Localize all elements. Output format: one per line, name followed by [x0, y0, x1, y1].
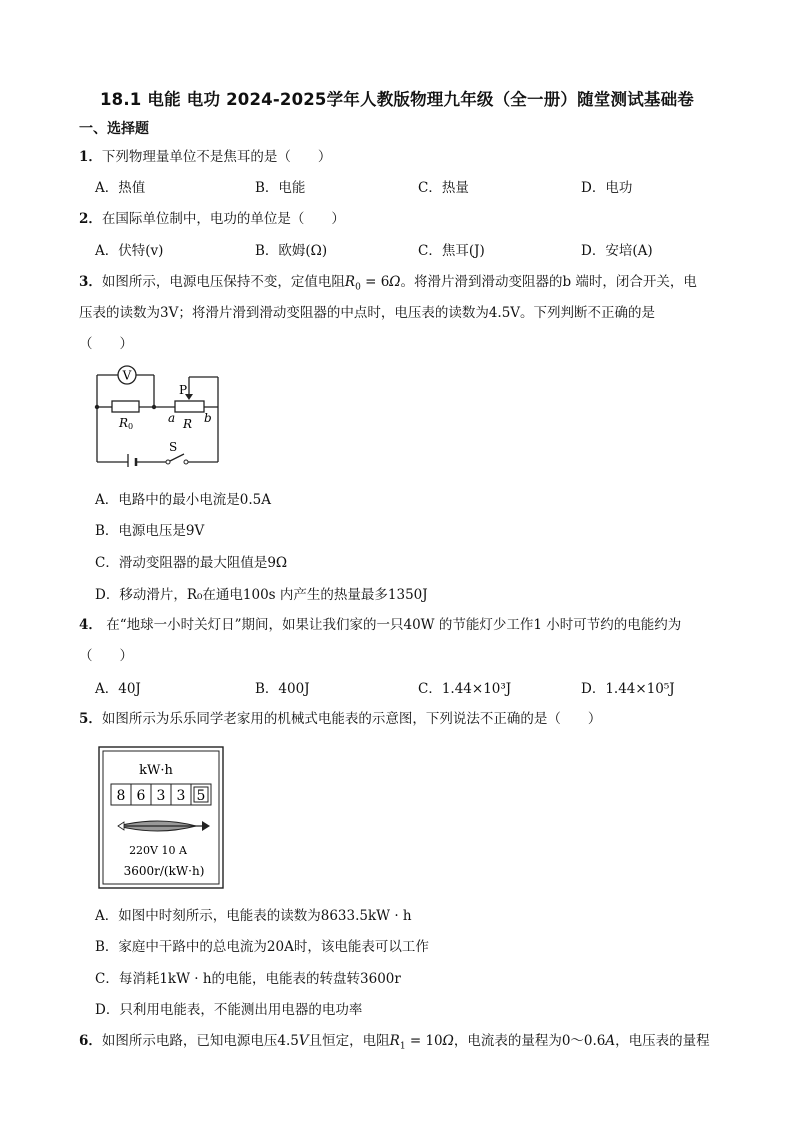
question-number: 5． [79, 711, 102, 727]
q3-option-a: A．电路中的最小电流是0.5A [95, 492, 271, 508]
q2-option-d: D．安培(A) [581, 243, 653, 259]
q4-option-b: B．400J [255, 681, 310, 697]
q4-option-a: A．40J [95, 681, 141, 697]
meter-digit: 8 [116, 788, 126, 804]
question-6 [79, 1029, 710, 1052]
question-3-line-3: （ ） [79, 336, 133, 352]
terminal-b-label: b [204, 411, 212, 425]
q2-option-a: A．伏特(v) [95, 243, 164, 259]
q1-option-b: B．电能 [255, 180, 306, 196]
question-3-line-2: 压表的读数为3V；将滑片滑到滑动变阻器的中点时，电压表的读数为4.5V。下列判断不正确的是 [79, 305, 656, 321]
formula-voltage: 4.5V [277, 1033, 309, 1049]
question-text: ，电流表的量程为 [453, 1033, 562, 1049]
slider-label: P [179, 383, 188, 397]
question-text: 如图所示，电源电压保持不变，定值电阻 [101, 274, 345, 290]
question-text: 如图所示电路，已知电源电压 [101, 1033, 278, 1049]
section-heading: 一、选择题 [79, 121, 149, 137]
paper-title: 18.1 电能 电功 2024-2025学年人教版物理九年级（全一册）随堂测试基础卷 [99, 90, 695, 109]
q1-option-d: D．电功 [581, 180, 633, 196]
q1-option-a: A．热值 [95, 180, 146, 196]
formula-r1: $R_1 = 10\Omega$ [389, 1033, 454, 1052]
question-1 [79, 145, 331, 165]
question-text: ，电压表的量程 [615, 1033, 710, 1049]
q5-option-b: B．家庭中干路中的总电流为20A时，该电能表可以工作 [95, 939, 429, 955]
resistor-r0-label: R0 [119, 416, 134, 431]
q3-option-b: B．电源电压是9V [95, 523, 205, 539]
question-text: 且恒定，电阻 [308, 1033, 390, 1049]
question-3 [79, 270, 697, 293]
q2-option-b: B．欧姆(Ω) [255, 243, 328, 259]
meter-constant: 3600r/(kW·h) [123, 864, 205, 878]
meter-digit: 6 [136, 788, 146, 804]
question-2 [79, 207, 345, 227]
question-number: 1． [79, 149, 102, 165]
formula-range: 0～0.6A [561, 1033, 616, 1049]
question-text: 。将滑片滑到滑动变阻器的b 端时，闭合开关，电 [400, 274, 697, 290]
formula-r0: $R_0 = 6\Omega$ [344, 274, 401, 293]
circuit-diagram-q3 [92, 365, 224, 467]
terminal-a-label: a [168, 411, 176, 425]
q5-option-c: C．每消耗1kW · h的电能，电能表的转盘转3600r [95, 971, 401, 987]
q3-option-d: D．移动滑片，R₀在通电100s 内产生的热量最多1350J [95, 587, 428, 603]
q5-option-a: A．如图中时刻所示，电能表的读数为8633.5kW · h [95, 908, 412, 924]
question-text: 下列物理量单位不是焦耳的是（ ） [101, 149, 332, 165]
q5-option-d: D．只利用电能表，不能测出用电器的电功率 [95, 1002, 363, 1018]
switch-label: S [169, 440, 178, 454]
question-number: 3． [79, 274, 102, 290]
meter-rating: 220V 10 A [129, 844, 187, 857]
question-number: 2． [79, 211, 102, 227]
q4-option-d: D．1.44×10⁵J [581, 681, 675, 697]
meter-unit: kW·h [139, 763, 173, 778]
question-number: 4． [79, 617, 102, 633]
meter-digit: 3 [176, 788, 186, 804]
question-text: 在“地球一小时关灯日”期间，如果让我们家的一只40W 的节能灯少工作1 小时可节约的电能约为 [106, 617, 682, 633]
meter-digit: 3 [156, 788, 166, 804]
q4-option-c: C．1.44×10³J [418, 681, 512, 697]
question-4 [79, 613, 681, 633]
meter-digit-decimal: 5 [196, 788, 206, 804]
question-number: 6． [79, 1033, 102, 1049]
question-text: 如图所示为乐乐同学老家用的机械式电能表的示意图，下列说法不正确的是（ ） [101, 711, 602, 727]
q3-option-c: C．滑动变阻器的最大阻值是9Ω [95, 555, 288, 571]
question-4-line-2: （ ） [79, 648, 133, 664]
question-5 [79, 707, 601, 727]
rheostat-label: R [183, 417, 193, 431]
energy-meter-diagram [98, 746, 224, 890]
q1-option-c: C．热量 [418, 180, 469, 196]
question-text: 在国际单位制中，电功的单位是（ ） [101, 211, 345, 227]
voltmeter-label: V [122, 368, 132, 383]
q2-option-c: C．焦耳(J) [418, 243, 485, 259]
